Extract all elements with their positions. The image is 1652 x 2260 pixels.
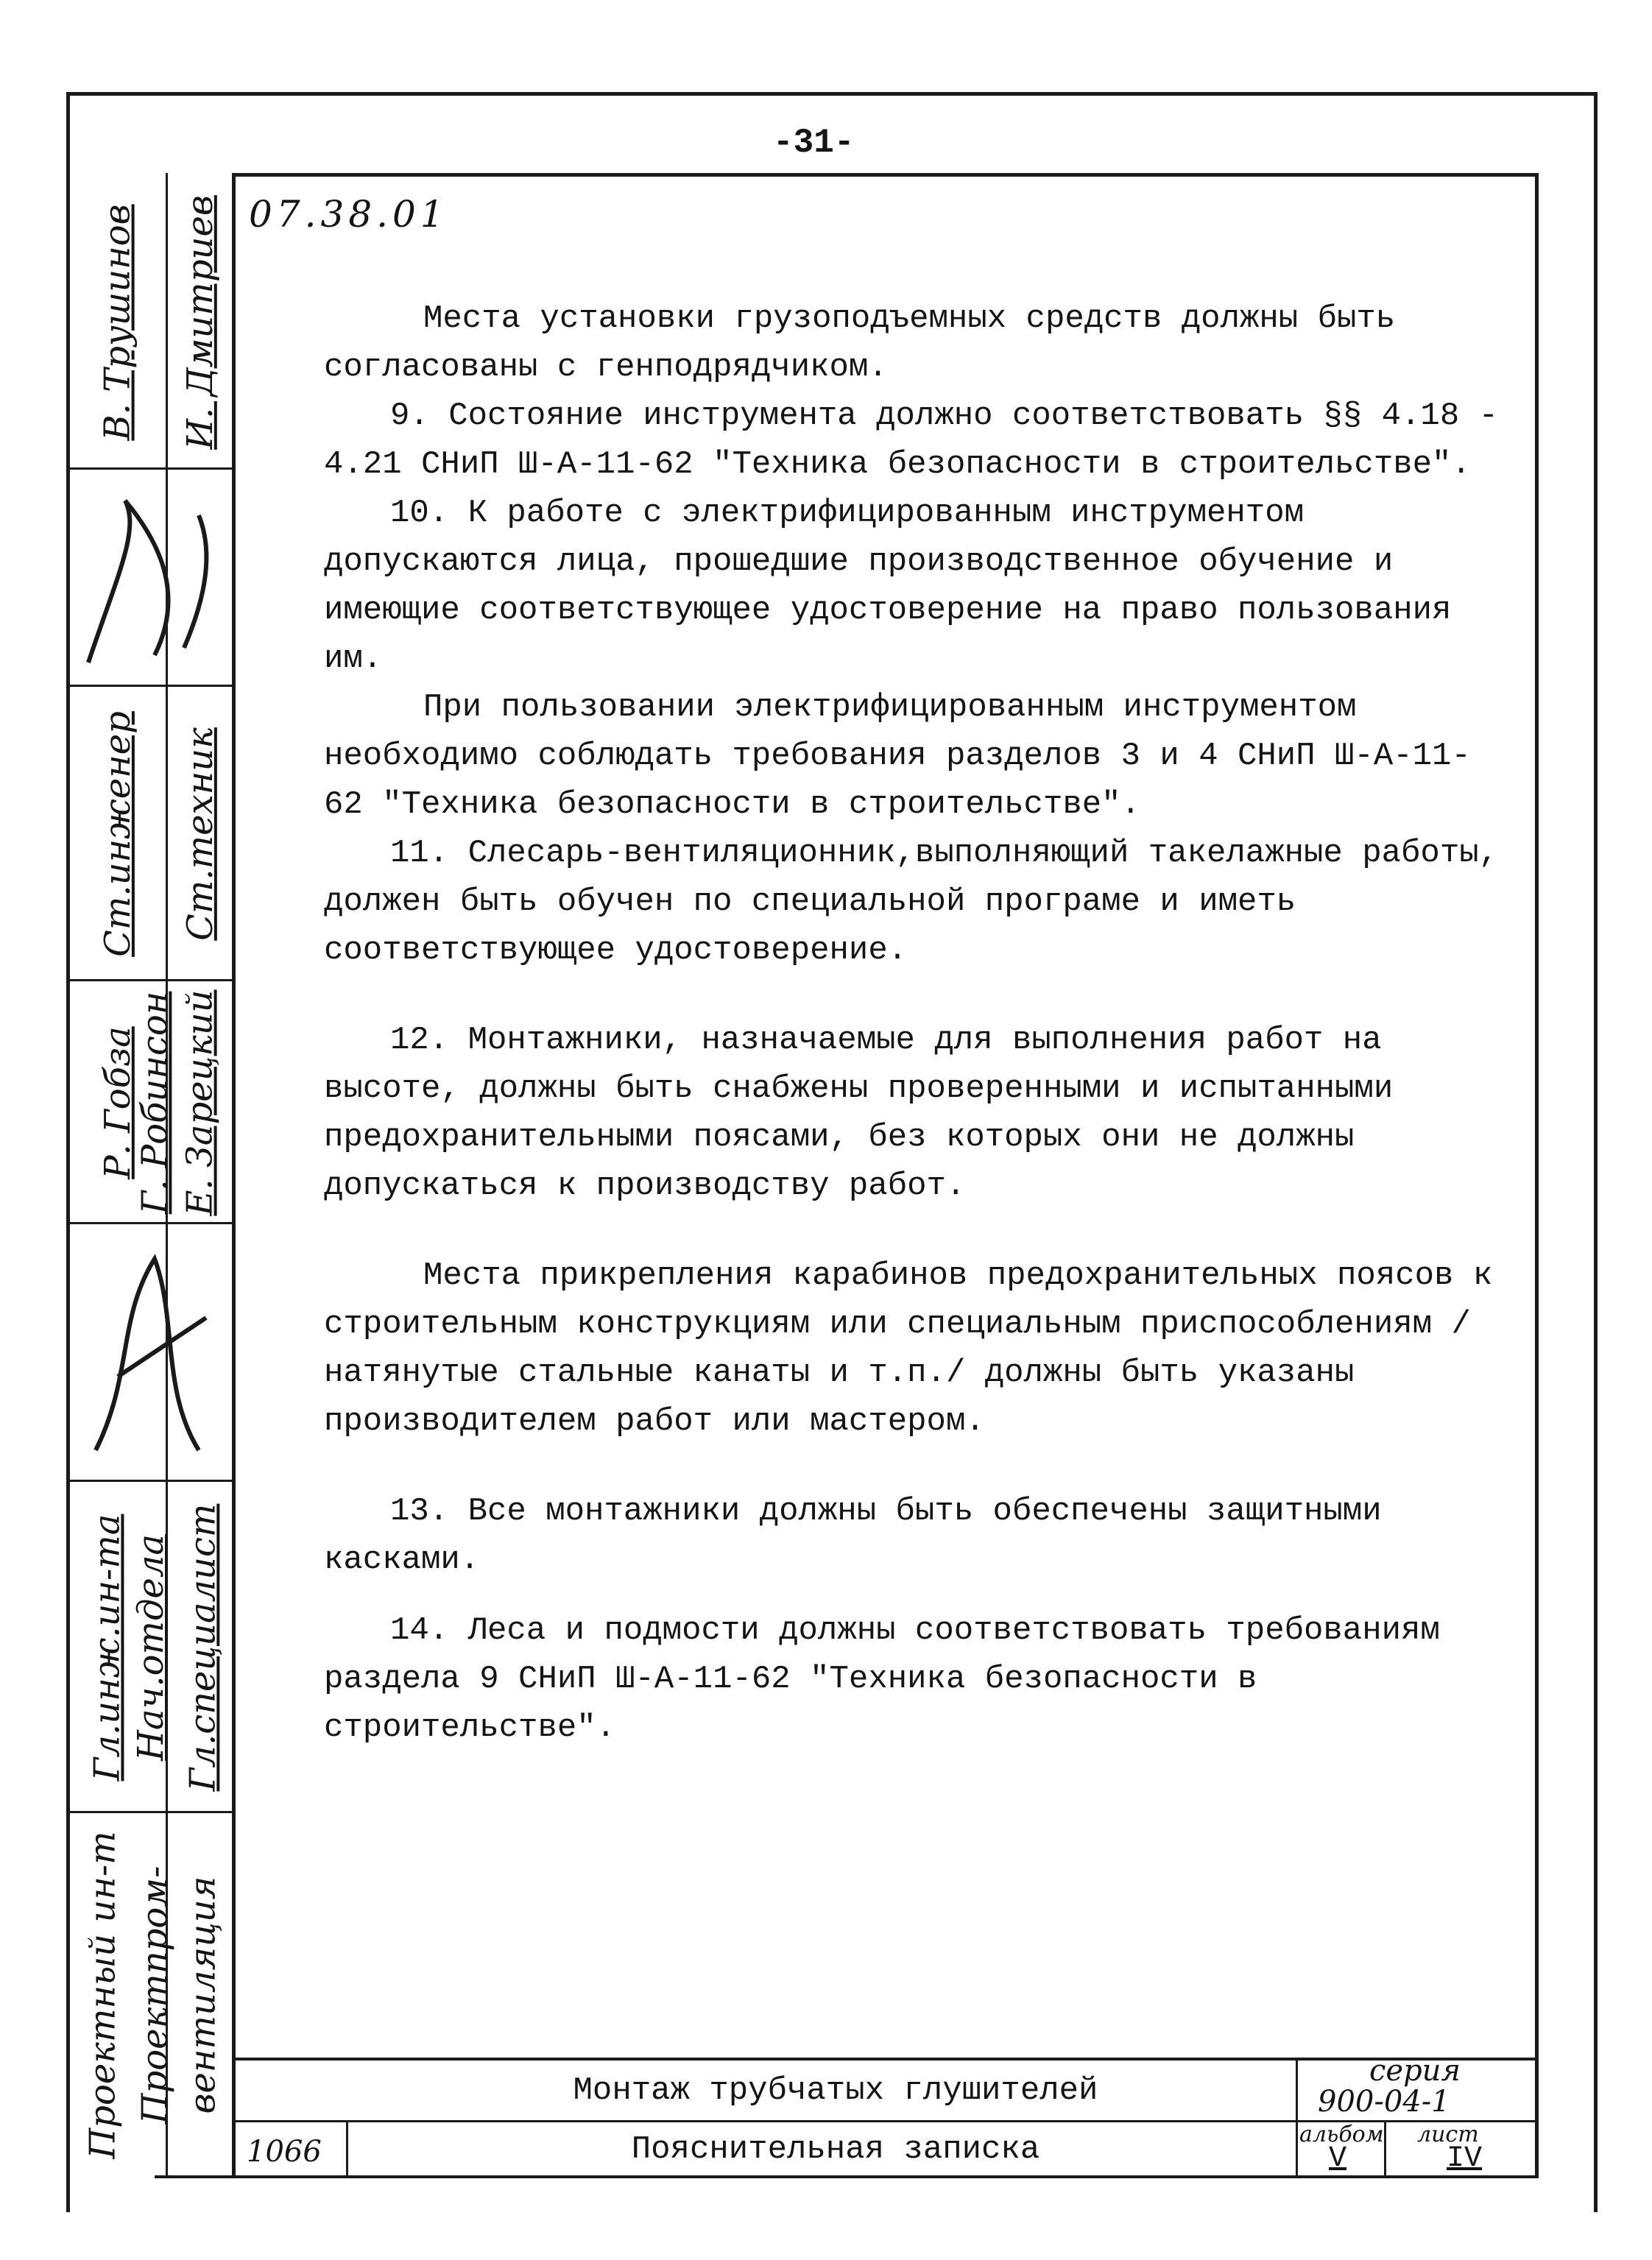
stamp-row-line [70, 1811, 233, 1813]
outer-frame-right [1594, 92, 1598, 2212]
stamp-role-1: Ст.инженер [97, 710, 138, 957]
title-block-title: Монтаж трубчатых глушителей [573, 2072, 1098, 2109]
album-value: V [1329, 2142, 1347, 2175]
paragraph: 9. Состояние инструмента должно соответствовать §§ 4.18 - 4.21 СНиП Ш-А-11-62 "Техника безопасности в строительстве". [324, 398, 1499, 483]
stamp-name-2: И. Дмитриев [180, 194, 222, 450]
document-body [324, 294, 1502, 1752]
series-value: 900-04-1 [1318, 2085, 1450, 2119]
signature-icon [74, 486, 232, 677]
paragraph: 11. Слесарь-вентиляционник,выполняющий такелажные работы, должен быть обучен по специальной програме и иметь соответствующее удостоверение. [324, 835, 1499, 969]
stamp-row-line [70, 685, 233, 687]
stamp-role-2: Ст.техник [180, 727, 221, 941]
stamp-row-line [70, 1480, 233, 1482]
title-block-top [232, 2058, 1539, 2061]
inner-frame-right [1535, 173, 1539, 2175]
paragraph: 12. Монтажники, назначаемые для выполнения работ на высоте, должны быть снабжены проверенными и испытанными предохранительными поясами, без которых они не должны допускаться к производству работ. [324, 1022, 1394, 1204]
sheet-value: IV [1447, 2142, 1483, 2175]
paragraph: Места установки грузоподъемных средств должны быть согласованы с генподрядчиком. [324, 300, 1396, 386]
bottom-line [155, 2175, 1539, 2178]
paragraph: 14. Леса и подмости должны соответствовать требованиям раздела 9 СНиП Ш-А-11-62 "Техника безопасности в строительстве". [324, 1612, 1440, 1746]
title-block-subtitle: Пояснительная записка [631, 2131, 1040, 2168]
title-block-sheet-divider [1384, 2120, 1386, 2175]
paragraph: 10. К работе с электрифицированным инструментом допускаются лица, прошедшие производственное обучение и имеющие соответствующее удостоверение на право пользования им. [324, 495, 1452, 677]
inner-frame-top [232, 173, 1539, 177]
stamp-name-3: Р. Гобза [97, 1025, 138, 1179]
series-label: серия [1369, 2054, 1461, 2088]
stamp-name-1: В. Трушинов [97, 203, 138, 441]
stamp-name-4: Г. Робинсон [134, 991, 175, 1214]
title-block-divider [1296, 2058, 1298, 2175]
paragraph: 13. Все монтажники должны быть обеспечены защитными касками. [324, 1493, 1382, 1578]
stamp-row-line [70, 979, 233, 981]
signature-icon [74, 1229, 232, 1472]
stamp-name-5: Е. Зарецкий [180, 989, 222, 1216]
stamp-row-line [70, 1222, 233, 1224]
paragraph: Места прикрепления карабинов предохранительных поясов к строительным конструкциям или специальным приспособлениям /натянутые стальные канаты и т.п./ должны быть указаны производителем работ или мастером. [324, 1257, 1493, 1440]
sheet-label: лист [1417, 2122, 1479, 2147]
stamp-role-3: Гл.инж.ин-та [86, 1514, 127, 1781]
stamp-org-2: Проектпром- [134, 1865, 175, 2125]
album-label: альбом [1299, 2122, 1384, 2147]
stamp-role-4: Нач.отдела [130, 1533, 172, 1761]
document-code: 07.38.01 [249, 193, 448, 236]
stamp-role-5: Гл.специалист [182, 1503, 224, 1791]
stamp-org-3: вентиляция [182, 1876, 224, 2114]
paragraph: При пользовании электрифицированным инструментом необходимо соблюдать требования разделов 3 и 4 СНиП Ш-А-11-62 "Техника безопасности в строительстве". [324, 689, 1471, 823]
outer-frame-top [66, 92, 1598, 96]
outer-frame-left [66, 92, 70, 2212]
stamp-row-line [70, 467, 233, 470]
stamp-org-1: Проектный ин-т [82, 1831, 124, 2159]
title-block-code-divider [346, 2120, 348, 2175]
page-number: -31- [773, 124, 855, 162]
inner-frame-left [232, 173, 236, 2175]
title-block-code: 1066 [247, 2135, 322, 2169]
